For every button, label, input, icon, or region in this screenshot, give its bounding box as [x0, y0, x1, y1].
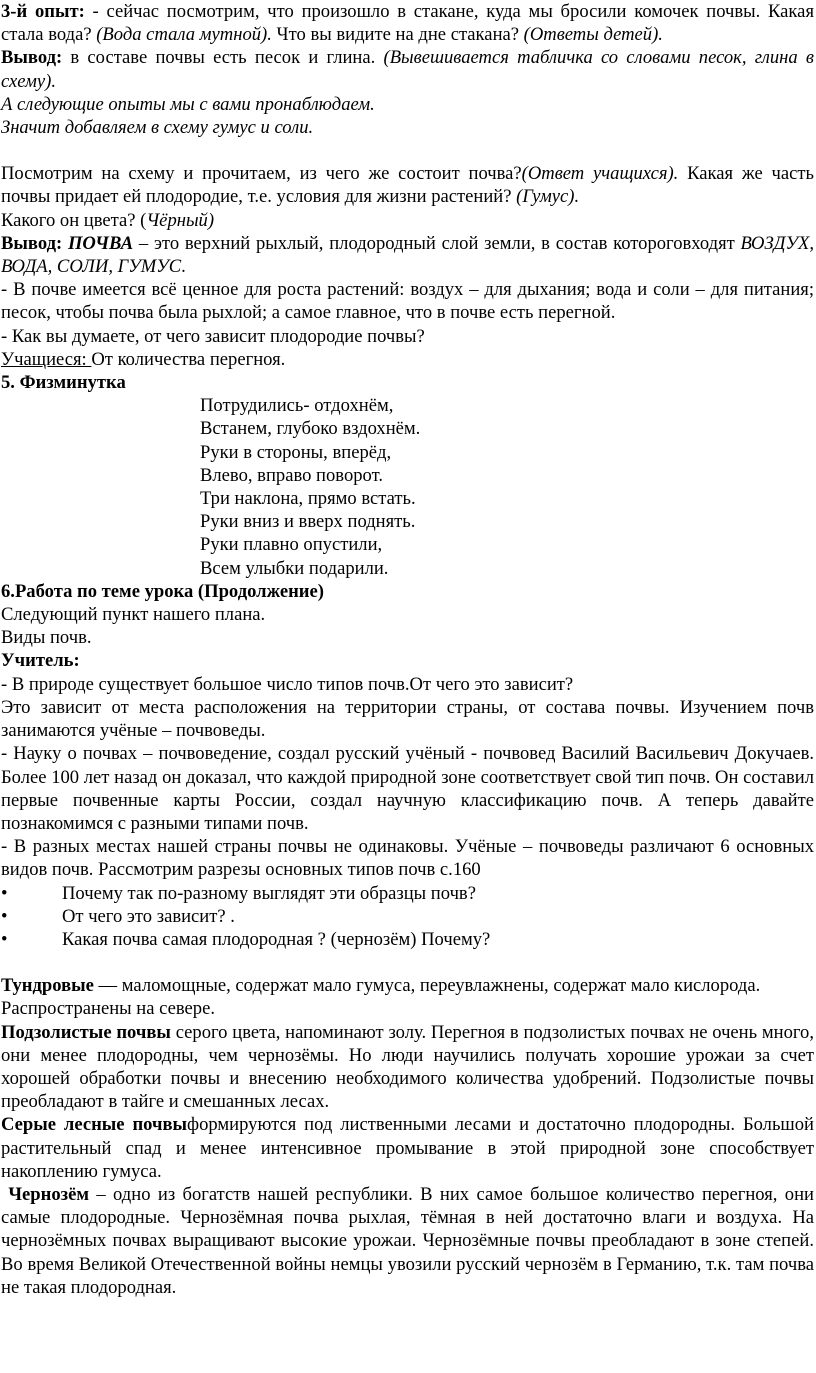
- poem-line: Встанем, глубоко вздохнём.: [200, 418, 421, 440]
- podzol-paragraph: [1, 1021, 814, 1114]
- regions-paragraph: - В разных местах нашей страны почвы не одинаковы. Учёные – почвоведы различают 6 основных видов почв. Рассмотрим разрезы основных типов почв с.160: [1, 836, 814, 881]
- soil-term: ПОЧВА: [67, 232, 134, 254]
- teacher-label: Учитель:: [1, 650, 80, 672]
- podzol-text: серого цвета, напоминают золу. Перегноя в подзолистых почвах не очень много, они менее плодородны, чем чернозёмы. Но люди научились получать хорошие урожаи за счет хорошей обработки почвы и внесению необходимого количества удобрений. Подзолистые почвы преобладают в тайге и смешанных лесах.: [1, 1021, 814, 1113]
- scheme-text-1: Посмотрим на схему и прочитаем, из чего же состоит почва?: [1, 163, 522, 185]
- bullet-icon: •: [1, 882, 8, 904]
- conclusion-2-end: .: [181, 256, 186, 278]
- scheme-answer-2: (Гумус).: [516, 186, 580, 208]
- list-item: [1, 905, 814, 928]
- conclusion-1-text: в составе почвы есть песок и глина.: [62, 47, 384, 69]
- chernozem-paragraph: [1, 1183, 814, 1299]
- poem-line: Руки плавно опустили,: [200, 534, 383, 556]
- chernozem-text: – одно из богатств нашей республики. В них самое большое количество перегноя, они самые плодородные. Чернозёмная почва рыхлая, тёмная в ней достаточно влаги и воздуха. На чернозёмных почвах выращивают высокие урожаи. Чернозёмные почвы преобладают в зоне степей. Во время Великой Отечественной войны немцы увозили русский чернозём в Германию, т.к. там почва не такая плодородная.: [1, 1183, 814, 1298]
- grey-forest-paragraph: [1, 1113, 814, 1183]
- next-experiments-text: А следующие опыты мы с вами пронаблюдаем.: [1, 93, 375, 115]
- color-answer: Чёрный): [146, 209, 215, 231]
- students-answer: [1, 348, 814, 371]
- list-item-text: Какая почва самая плодородная ? (чернозём) Почему?: [62, 928, 491, 950]
- section-5-heading: [1, 371, 814, 394]
- fertility-question: - Как вы думаете, от чего зависит плодородие почвы?: [1, 325, 425, 347]
- soil-components: ВОЗДУХ, ВОДА, СОЛИ, ГУМУС: [1, 232, 814, 278]
- poem-line: Влево, вправо поворот.: [200, 464, 383, 486]
- next-plan-item: Следующий пункт нашего плана.: [1, 604, 266, 626]
- soil-value-paragraph: - В почве имеется всё ценное для роста растений: воздух – для дыхания; вода и соли – для питания; песок, чтобы почва была рыхлой; а самое главное, что в почве есть перегной.: [1, 279, 814, 324]
- experiment-3-answer-1: (Вода стала мутной).: [96, 24, 272, 46]
- students-answer-text: От количества перегноя.: [91, 348, 286, 370]
- spacer: [1, 951, 814, 974]
- list-item: [1, 882, 814, 905]
- grey-forest-term: Серые лесные почвы: [1, 1114, 188, 1136]
- section-5-title: 5. Физминутка: [1, 372, 126, 394]
- tundra-paragraph: [1, 974, 814, 1020]
- conclusion-1-paragraph: [1, 46, 814, 92]
- experiment-3-text: - сейчас посмотрим, что произошло в стакане, куда мы бросили комочек почвы. Какая стала вода?: [1, 1, 814, 46]
- poem-line: Три наклона, прямо встать.: [200, 488, 416, 510]
- add-to-scheme-text: Значит добавляем в схему гумус и соли.: [1, 117, 314, 139]
- experiment-3-question: Что вы видите на дне стакана?: [271, 24, 524, 46]
- bullet-icon: •: [1, 928, 8, 950]
- poem-line: Руки в стороны, вперёд,: [200, 441, 392, 463]
- conclusion-1-label: Вывод:: [1, 47, 63, 69]
- depends-paragraph: Это зависит от места расположения на территории страны, от состава почвы. Изучением почв занимаются учёные – почвоведы.: [1, 696, 814, 742]
- soil-types-question: - В природе существует большое число типов почв.От чего это зависит?: [1, 673, 574, 695]
- grey-forest-text: формируются под лиственными лесами и достаточно плодородны. Большой растительный спад и менее интенсивное промывание в этой природной зоне способствует накоплению гумуса.: [1, 1114, 814, 1182]
- scheme-paragraph: [1, 162, 814, 208]
- color-question: [1, 209, 814, 232]
- poem-line: Потрудились- отдохнём,: [200, 395, 394, 417]
- next-experiments-line: [1, 93, 814, 116]
- experiment-3-label: 3-й опыт:: [1, 1, 85, 22]
- poem-line: Всем улыбки подарили.: [200, 557, 389, 579]
- podzol-term: Подзолистые почвы: [1, 1021, 171, 1043]
- students-label: Учащиеся:: [1, 348, 92, 370]
- scheme-text-2: Какая же часть почвы придает ей плодородие, т.е. условия для жизни растений?: [1, 163, 814, 208]
- chernozem-term: Чернозём: [8, 1183, 90, 1205]
- experiment-3-answer-2: (Ответы детей).: [523, 24, 663, 46]
- add-to-scheme-line: [1, 116, 814, 139]
- tundra-text: — маломощные, содержат мало гумуса, переувлажнены, содержат мало кислорода. Распространены на севере.: [1, 975, 761, 1020]
- soil-kinds: Виды почв.: [1, 627, 92, 649]
- spacer: [1, 139, 814, 162]
- conclusion-1-note: (Вывешивается табличка со словами песок, глина в схему).: [1, 47, 814, 92]
- section-6-title: 6.Работа по теме урока (Продолжение): [1, 580, 324, 602]
- soil-science-paragraph: - Науку о почвах – почвоведение, создал русский учёный - почвовед Василий Васильевич Докучаев. Более 100 лет назад он доказал, что каждой природной зоне соответствует свой тип почв. Он составил первые почвенные карты России, создал научную классификацию почв. А теперь давайте познакомимся с разными типами почв.: [1, 743, 814, 834]
- bullet-icon: •: [1, 905, 8, 927]
- list-item: [1, 928, 814, 951]
- experiment-3-paragraph: [1, 0, 814, 46]
- color-question-text: Какого он цвета? (: [1, 209, 147, 231]
- teacher-heading: [1, 649, 814, 672]
- list-item-text: От чего это зависит? .: [62, 905, 235, 927]
- conclusion-2-text: – это верхний рыхлый, плодородный слой земли, в состав котороговходят: [133, 232, 741, 254]
- conclusion-2-label: Вывод:: [1, 232, 68, 254]
- poem-line: Руки вниз и вверх поднять.: [200, 511, 416, 533]
- exercise-poem: [1, 394, 814, 580]
- list-item-text: Почему так по-разному выглядят эти образцы почв?: [62, 882, 476, 904]
- tundra-term: Тундровые: [1, 975, 94, 997]
- conclusion-2-paragraph: [1, 232, 814, 278]
- section-6-heading: [1, 580, 814, 603]
- scheme-answer-1: (Ответ учащихся).: [521, 163, 679, 185]
